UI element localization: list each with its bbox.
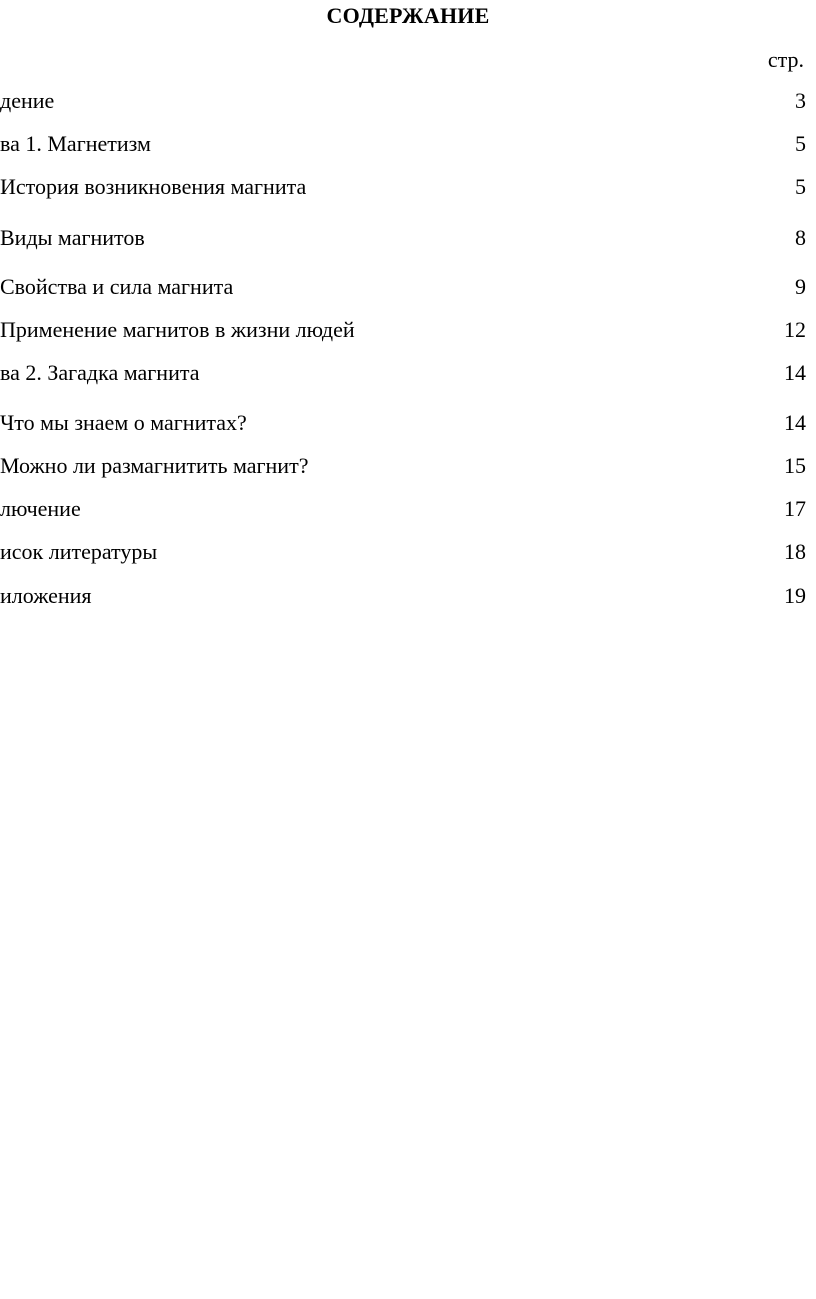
toc-entry-chapter-2: [0, 360, 816, 388]
toc-entry-introduction: [0, 88, 816, 116]
toc-entry-text: Применение магнитов в жизни людей: [0, 317, 355, 342]
page-column-label: стр.: [767, 47, 804, 72]
toc-entry-text: ва 2. Загадка магнита: [0, 360, 200, 385]
toc-entry-conclusion: [0, 496, 816, 524]
toc-entry-text: Можно ли размагнитить магнит?: [0, 453, 309, 478]
toc-entry-text: исок литературы: [0, 539, 158, 564]
toc-entry-chapter-1: [0, 131, 816, 159]
toc-entry-text: Что мы знаем о магнитах?: [0, 410, 247, 435]
toc-entry-text: иложения: [0, 583, 92, 608]
toc-entry-text: История возникновения магнита: [0, 174, 307, 199]
toc-entry-properties: [0, 274, 816, 302]
toc-entry-page: 8: [795, 225, 806, 250]
toc-entry-page: 15: [784, 453, 806, 478]
toc-entry-text: ва 1. Магнетизм: [0, 131, 151, 156]
toc-entry-page: 19: [784, 583, 806, 608]
toc-entry-text: дение: [0, 88, 55, 113]
toc-entry-page: 5: [795, 131, 806, 156]
toc-entry-references: [0, 539, 816, 567]
toc-entry-page: 9: [795, 274, 806, 299]
toc-title: СОДЕРЖАНИЕ: [326, 3, 490, 28]
toc-entry-page: 17: [784, 496, 806, 521]
toc-entry-what-we-know: [0, 410, 816, 438]
toc-entry-page: 3: [795, 88, 806, 113]
toc-entry-appendices: [0, 583, 816, 611]
toc-entry-page: 14: [784, 360, 806, 385]
toc-entry-page: 12: [784, 317, 806, 342]
toc-entry-page: 5: [795, 174, 806, 199]
toc-entry-history: [0, 174, 816, 202]
toc-entry-text: Виды магнитов: [0, 225, 145, 250]
toc-entry-text: лючение: [0, 496, 81, 521]
toc-entry-types: [0, 225, 816, 253]
toc-entry-text: Свойства и сила магнита: [0, 274, 234, 299]
toc-entry-applications: [0, 317, 816, 345]
toc-entry-demagnetize: [0, 453, 816, 481]
toc-entry-page: 18: [784, 539, 806, 564]
toc-entry-page: 14: [784, 410, 806, 435]
